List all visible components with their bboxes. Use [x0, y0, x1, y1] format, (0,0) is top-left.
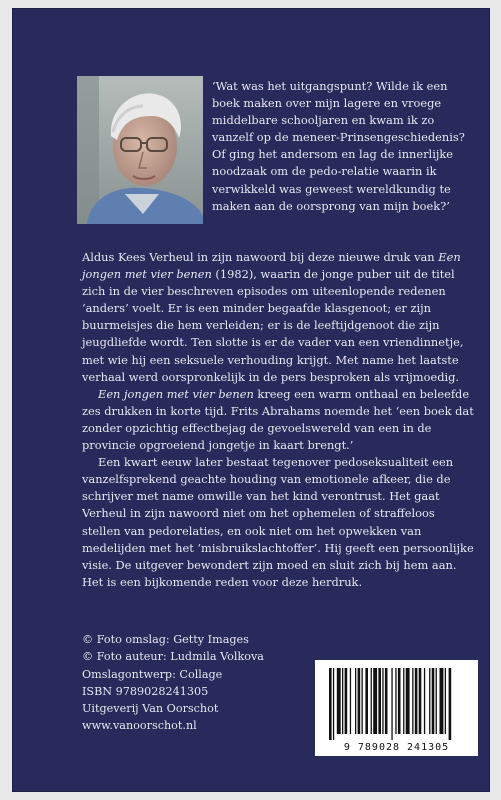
barcode-bar — [415, 668, 418, 734]
barcode-bar — [342, 668, 343, 734]
isbn-barcode — [315, 660, 478, 756]
book-title: Een jongen met vier benen — [82, 250, 461, 282]
barcode-digits: 9 789028 241305 — [343, 742, 450, 753]
barcode-bar — [445, 668, 446, 734]
barcode-bar — [424, 668, 425, 734]
barcode-bar — [362, 668, 363, 734]
barcode-bar — [337, 668, 341, 734]
barcode-bars — [315, 660, 478, 742]
blurb-p2-rest: kreeg een warm onthaal en beleefde zes drukken in korte tijd. Frits Abrahams noemde het ‘een boek dat zonder opzichtig effectbejag de gevoelswereld van een in de provincie opgroeiend jongetje in kaart brengt.’ — [82, 386, 474, 453]
barcode-bar — [412, 668, 413, 734]
colophon — [82, 631, 264, 735]
barcode-bar — [440, 668, 444, 734]
publisher: Uitgeverij Van Oorschot — [82, 702, 219, 716]
blurb-p1-rest: (1982), waarin de jonge puber uit de titel zich in de vier beschreven episodes om uiteenlopende redenen ‘anders’ voelt. Er is een minder begaafde klasgenoot; er zijn buurmeisjes die hem verleiden; er is de leeftijdgenoot die zijn jeugdliefde wordt. Ten slotte is er de vader van een vriendinnetje, met wie hij een seksuele verhouding krijgt. Met name het laatste verhaal werd oorspronkelijk in de pers besproken als vrijmoedig. — [82, 267, 464, 384]
barcode-bar — [449, 668, 452, 740]
barcode-bar — [432, 668, 435, 734]
credit-author-photo: © Foto auteur: Ludmila Volkova — [82, 650, 264, 664]
barcode-bar — [436, 668, 437, 734]
blurb-paragraph-2 — [82, 386, 474, 454]
blurb-paragraph-3: Een kwart eeuw later bestaat tegenover pedoseksualiteit een vanzelfsprekend geachte houding van emotionele afkeer, die de schrijver met name omwille van het kind verontrust. Het gaat Verheul in zijn nawoord niet om het ophemelen of straffeloos stellen van pedorelaties, en ook niet om het opwekken van medelijden met het ‘misbruikslachtoffer’. Hij geeft een persoonlijke visie. De uitgever bewondert zijn moed en sluit zich bij hem aan. Het is een bijkomende reden voor deze herdruk. — [82, 455, 474, 589]
barcode-bar — [365, 668, 368, 734]
barcode-bar — [373, 668, 377, 734]
barcode-bar — [398, 668, 401, 734]
credit-cover-photo: © Foto omslag: Getty Images — [82, 633, 249, 646]
barcode-bar — [385, 668, 388, 734]
barcode-bar — [406, 668, 410, 734]
credit-cover-design: Omslagontwerp: Collage — [82, 667, 223, 681]
barcode-bar — [403, 668, 404, 734]
barcode-bar — [371, 668, 372, 734]
barcode-bar — [382, 668, 383, 734]
book-back-cover — [12, 8, 490, 792]
author-quote — [212, 78, 474, 215]
barcode-bar — [358, 668, 361, 734]
barcode-bar — [350, 668, 351, 734]
publisher-website: www.vanoorschot.nl — [82, 719, 197, 733]
barcode-bar — [345, 668, 348, 734]
barcode-bar — [395, 668, 396, 734]
quote-text: ‘Wat was het uitgangspunt? Wilde ik een boek maken over mijn lagere en vroege middelbare schooljaren en kwam ik zo vanzelf op de meneer-Prinsengeschiedenis? Of ging het andersom en lag de innerlijke noodzaak om de pedo-relatie waarin ik verwikkeld was geweest wereldkundig te maken aan de oorsprong van mijn boek?’ — [212, 79, 465, 213]
barcode-bar — [329, 668, 332, 740]
barcode-bar — [355, 668, 356, 734]
barcode-bar — [333, 668, 334, 740]
isbn: ISBN 9789028241305 — [82, 684, 209, 698]
barcode-bar — [429, 668, 430, 734]
barcode-bar — [419, 668, 422, 734]
blurb — [82, 249, 474, 591]
author-photo — [77, 76, 203, 224]
author-portrait-image — [77, 76, 203, 224]
barcode-bar — [378, 668, 381, 734]
book-title: Een jongen met vier benen — [98, 386, 254, 401]
barcode-bar — [391, 668, 392, 740]
blurb-paragraph-1 — [82, 249, 474, 386]
blurb-p1-intro: Aldus Kees Verheul in zijn nawoord bij deze nieuwe druk van — [82, 250, 439, 264]
